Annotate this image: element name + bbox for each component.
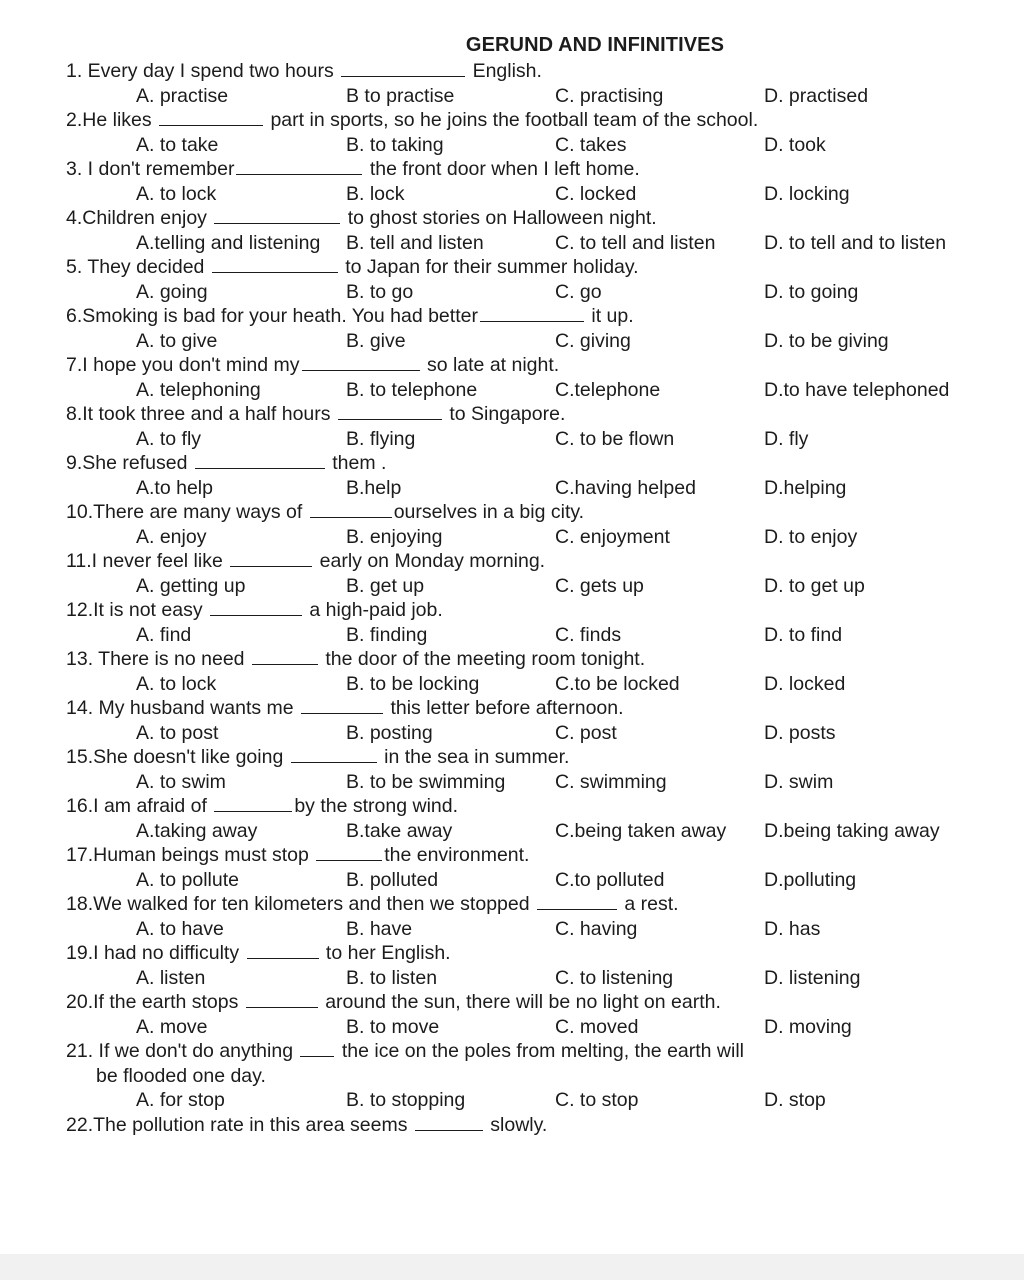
question-item	[66, 1113, 1006, 1138]
answer-blank	[214, 810, 292, 812]
answer-blank	[316, 859, 382, 861]
question-item	[66, 647, 1006, 696]
option-a: A. to lock	[136, 672, 217, 695]
option-d: D. locked	[764, 672, 846, 695]
question-text: 17.Human beings must stop	[66, 844, 315, 866]
answer-blank	[230, 565, 312, 567]
answer-options	[66, 231, 1006, 256]
question-stem	[66, 59, 1006, 84]
question-text: the front door when I left home.	[364, 158, 640, 180]
option-a: A. going	[136, 280, 208, 303]
question-item	[66, 794, 1006, 843]
question-text: to Singapore.	[443, 403, 566, 425]
answer-options	[66, 476, 1006, 501]
option-c: C. go	[555, 280, 602, 303]
page-bottom-margin	[0, 1254, 1024, 1280]
option-d: D. took	[764, 133, 826, 156]
question-stem	[66, 745, 1006, 770]
option-c: C. locked	[555, 182, 637, 205]
answer-options	[66, 721, 1006, 746]
question-text: a rest.	[619, 893, 679, 915]
answer-options	[66, 525, 1006, 550]
question-text: 16.I am afraid of	[66, 795, 213, 817]
question-text: by the strong wind.	[294, 795, 459, 817]
question-item	[66, 255, 1006, 304]
option-c: C.having helped	[555, 476, 696, 499]
question-stem	[66, 255, 1006, 280]
option-c: C.to polluted	[555, 868, 665, 891]
option-b: B. get up	[346, 574, 425, 597]
option-b: B. posting	[346, 721, 433, 744]
answer-blank	[159, 124, 263, 126]
answer-options	[66, 378, 1006, 403]
option-b: B. to stopping	[346, 1089, 466, 1111]
option-b: B. to be locking	[346, 672, 480, 695]
answer-blank	[415, 1129, 483, 1131]
answer-options	[66, 1088, 1006, 1113]
option-a: A.telling and listening	[136, 231, 321, 254]
question-text: 19.I had no difficulty	[66, 942, 245, 964]
question-text: 9.She refused	[66, 452, 193, 474]
answer-options	[66, 133, 1006, 158]
option-b: B. to move	[346, 1015, 440, 1038]
answer-blank	[291, 761, 377, 763]
question-text: ourselves in a big city.	[393, 501, 585, 523]
option-b: B. to be swimming	[346, 770, 506, 793]
question-item	[66, 990, 1006, 1039]
option-a: A. to fly	[136, 427, 202, 450]
question-item	[66, 304, 1006, 353]
question-text: 7.I hope you don't mind my	[66, 354, 300, 376]
answer-options	[66, 1015, 1006, 1040]
option-d: D. stop	[764, 1089, 826, 1111]
question-stem	[66, 304, 1006, 329]
option-b: B. tell and listen	[346, 231, 484, 254]
answer-options	[66, 819, 1006, 844]
question-item	[66, 1039, 1006, 1113]
option-d: D. to find	[764, 623, 843, 646]
question-text: 3. I don't remember	[66, 158, 235, 180]
option-b: B. enjoying	[346, 525, 443, 548]
option-c: C. moved	[555, 1015, 639, 1038]
answer-blank	[252, 663, 318, 665]
question-stem	[66, 1113, 1006, 1138]
question-text: to her English.	[320, 942, 451, 964]
option-d: D.polluting	[764, 868, 857, 891]
option-d: D. listening	[764, 966, 861, 989]
question-text: so late at night.	[421, 354, 560, 376]
question-stem	[66, 598, 1006, 623]
worksheet-title: GERUND AND INFINITIVES	[465, 34, 725, 56]
question-list	[66, 59, 1006, 1137]
question-item	[66, 500, 1006, 549]
question-text: early on Monday morning.	[314, 550, 546, 572]
answer-options	[66, 868, 1006, 893]
option-d: D. locking	[764, 182, 850, 205]
answer-blank	[214, 222, 340, 224]
option-d: D. to be giving	[764, 329, 889, 352]
option-d: D. to tell and to listen	[764, 231, 947, 254]
option-d: D. moving	[764, 1015, 852, 1038]
question-text: English.	[467, 60, 542, 82]
question-text: 15.She doesn't like going	[66, 746, 289, 768]
option-d: D. fly	[764, 427, 809, 450]
option-b: B.take away	[346, 819, 453, 842]
answer-blank	[195, 467, 325, 469]
option-c: C.being taken away	[555, 819, 727, 842]
answer-options	[66, 770, 1006, 795]
answer-blank	[338, 418, 442, 420]
option-c: C. to stop	[555, 1089, 639, 1111]
option-c: C. practising	[555, 84, 664, 107]
option-c: C. enjoyment	[555, 525, 670, 548]
option-d: D.to have telephoned	[764, 378, 950, 401]
answer-options	[66, 672, 1006, 697]
option-a: A. telephoning	[136, 378, 261, 401]
question-text: the environment.	[384, 844, 530, 866]
option-a: A. listen	[136, 966, 206, 989]
option-a: A. to take	[136, 133, 219, 156]
option-c: C. swimming	[555, 770, 667, 793]
question-text: 12.It is not easy	[66, 599, 208, 621]
option-a: A. to post	[136, 721, 219, 744]
option-c: C. gets up	[555, 574, 644, 597]
option-a: A. to have	[136, 917, 224, 940]
question-stem	[66, 1039, 1006, 1064]
option-d: D. to get up	[764, 574, 865, 597]
option-a: A. to lock	[136, 182, 217, 205]
option-c: C. finds	[555, 623, 622, 646]
question-stem	[66, 402, 1006, 427]
option-b: B. have	[346, 917, 413, 940]
option-d: D. has	[764, 917, 821, 940]
option-c: C. to listening	[555, 966, 674, 989]
option-b: B. to listen	[346, 966, 438, 989]
question-item	[66, 451, 1006, 500]
option-b: B. finding	[346, 623, 428, 646]
question-text: 13. There is no need	[66, 648, 250, 670]
question-text: 5. They decided	[66, 256, 210, 278]
option-c: C. takes	[555, 133, 627, 156]
question-item	[66, 941, 1006, 990]
question-text: it up.	[585, 305, 634, 327]
question-stem	[66, 500, 1006, 525]
question-text: to ghost stories on Halloween night.	[342, 207, 657, 229]
answer-options	[66, 280, 1006, 305]
question-stem	[66, 108, 1006, 133]
option-b: B. give	[346, 329, 406, 352]
question-text: 1. Every day I spend two hours	[66, 60, 340, 82]
option-d: D. to going	[764, 280, 859, 303]
option-c: C. having	[555, 917, 638, 940]
question-item	[66, 549, 1006, 598]
question-text: to Japan for their summer holiday.	[339, 256, 639, 278]
option-d: D.helping	[764, 476, 847, 499]
question-stem	[66, 843, 1006, 868]
question-stem	[66, 549, 1006, 574]
question-stem	[66, 794, 1006, 819]
question-item	[66, 892, 1006, 941]
answer-options	[66, 966, 1006, 991]
option-b: B. to go	[346, 280, 414, 303]
question-stem	[66, 353, 1006, 378]
option-b: B. polluted	[346, 868, 439, 891]
answer-options	[66, 574, 1006, 599]
option-b: B.help	[346, 476, 402, 499]
answer-blank	[341, 75, 465, 77]
question-text-continued: be flooded one day.	[96, 1064, 266, 1087]
question-text: slowly.	[484, 1113, 548, 1136]
question-item	[66, 206, 1006, 255]
answer-blank	[212, 271, 338, 273]
option-a: A. practise	[136, 84, 229, 107]
question-text: 2.He likes	[66, 109, 158, 131]
answer-blank	[247, 957, 319, 959]
question-text: 22.The pollution rate in this area seems	[66, 1113, 413, 1136]
answer-options	[66, 427, 1006, 452]
answer-blank	[302, 369, 420, 371]
question-text: 20.If the earth stops	[66, 991, 244, 1013]
question-stem	[66, 647, 1006, 672]
answer-options	[66, 84, 1006, 109]
option-c: C. giving	[555, 329, 631, 352]
question-item	[66, 598, 1006, 647]
question-text: 10.There are many ways of	[66, 501, 308, 523]
answer-blank	[301, 712, 383, 714]
option-b: B to practise	[346, 84, 455, 107]
question-item	[66, 402, 1006, 451]
question-text: in the sea in summer.	[378, 746, 570, 768]
option-a: A. to give	[136, 329, 218, 352]
question-item	[66, 696, 1006, 745]
question-text: 6.Smoking is bad for your heath. You had better	[66, 305, 478, 327]
answer-blank	[310, 516, 392, 518]
question-text: them .	[326, 452, 387, 474]
question-text: the ice on the poles from melting, the earth will	[336, 1040, 745, 1062]
option-a: A.taking away	[136, 819, 258, 842]
answer-blank	[236, 173, 362, 175]
option-c: C. post	[555, 721, 617, 744]
question-text: 8.It took three and a half hours	[66, 403, 336, 425]
question-stem	[66, 206, 1006, 231]
option-c: C. to be flown	[555, 427, 675, 450]
answer-blank	[300, 1055, 334, 1057]
option-c: C. to tell and listen	[555, 231, 716, 254]
option-d: D. practised	[764, 84, 869, 107]
answer-blank	[480, 320, 584, 322]
option-c: C.telephone	[555, 378, 661, 401]
question-item	[66, 108, 1006, 157]
option-a: A. enjoy	[136, 525, 207, 548]
option-a: A. to swim	[136, 770, 226, 793]
answer-blank	[246, 1006, 318, 1008]
question-stem	[66, 451, 1006, 476]
answer-options	[66, 182, 1006, 207]
option-a: A.to help	[136, 476, 213, 499]
question-text: around the sun, there will be no light on earth.	[319, 991, 721, 1013]
question-stem	[66, 157, 1006, 182]
question-item	[66, 843, 1006, 892]
question-stem	[66, 941, 1006, 966]
question-text: this letter before afternoon.	[385, 697, 624, 719]
answer-options	[66, 329, 1006, 354]
answer-blank	[210, 614, 302, 616]
option-b: B. to telephone	[346, 378, 478, 401]
answer-options	[66, 623, 1006, 648]
option-b: B. to taking	[346, 133, 444, 156]
question-text: the door of the meeting room tonight.	[319, 648, 646, 670]
option-c: C.to be locked	[555, 672, 680, 695]
option-d: D. to enjoy	[764, 525, 858, 548]
option-a: A. move	[136, 1015, 208, 1038]
option-d: D. posts	[764, 721, 836, 744]
option-d: D.being taking away	[764, 819, 940, 842]
question-item	[66, 745, 1006, 794]
question-text: 11.I never feel like	[66, 550, 229, 572]
answer-options	[66, 917, 1006, 942]
option-a: A. to pollute	[136, 868, 239, 891]
question-text: 18.We walked for ten kilometers and then we stopped	[66, 893, 535, 915]
question-text: 21. If we don't do anything	[66, 1040, 299, 1062]
question-item	[66, 59, 1006, 108]
question-item	[66, 353, 1006, 402]
option-a: A. find	[136, 623, 192, 646]
question-item	[66, 157, 1006, 206]
question-text: 4.Children enjoy	[66, 207, 213, 229]
question-stem	[66, 990, 1006, 1015]
question-text: a high-paid job.	[304, 599, 443, 621]
question-stem	[66, 696, 1006, 721]
question-text: 14. My husband wants me	[66, 697, 300, 719]
option-a: A. getting up	[136, 574, 246, 597]
option-b: B. lock	[346, 182, 405, 205]
question-stem	[66, 892, 1006, 917]
option-b: B. flying	[346, 427, 416, 450]
question-text: part in sports, so he joins the football team of the school.	[265, 109, 759, 131]
answer-blank	[537, 908, 617, 910]
option-d: D. swim	[764, 770, 834, 793]
option-a: A. for stop	[136, 1089, 225, 1111]
